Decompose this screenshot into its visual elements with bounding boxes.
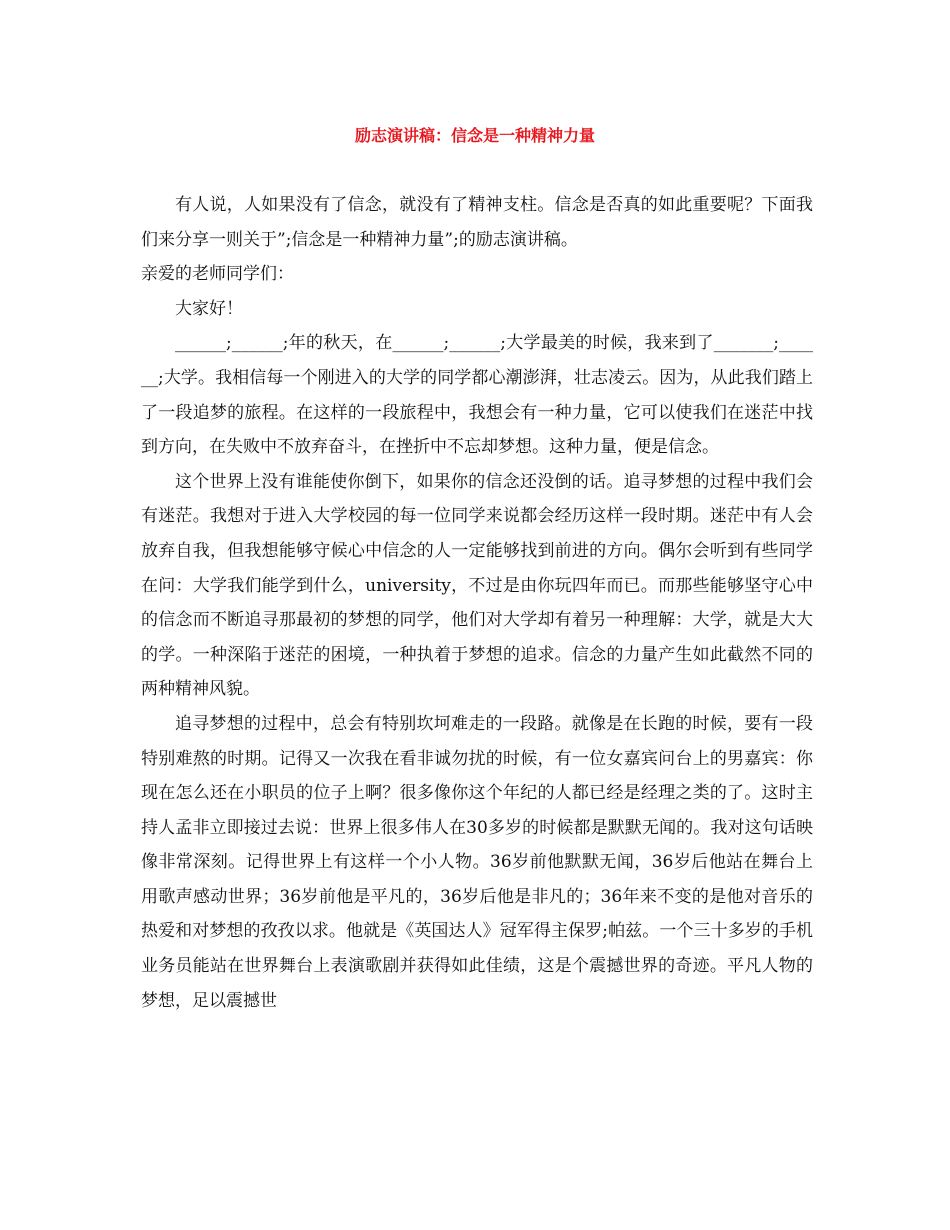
document-title: 励志演讲稿：信念是一种精神力量	[354, 126, 595, 145]
paragraph-body-2: 这个世界上没有谁能使你倒下，如果你的信念还没倒的话。追寻梦想的过程中我们会有迷茫。我想对于进入大学校园的每一位同学来说都会经历这样一段时期。迷茫中有人会放弃自我，但我想能够守候心中信念的人一定能够找到前进的方向。偶尔会听到有些同学在问：大学我们能学到什么，university，不过是由你玩四年而已。而那些能够坚守心中的信念而不断追寻那最初的梦想的同学，他们对大学却有着另一种理解：大学，就是大大的学。一种深陷于迷茫的困境，一种执着于梦想的追求。信念的力量产生如此截然不同的两种精神风貌。	[141, 471, 813, 700]
paragraph-intro: 有人说，人如果没有了信念，就没有了精神支柱。信念是否真的如此重要呢？下面我们来分享一则关于”;信念是一种精神力量”;的励志演讲稿。	[141, 195, 813, 250]
document-body	[141, 188, 813, 1018]
paragraph-body-3: 追寻梦想的过程中，总会有特别坎坷难走的一段路。就像是在长跑的时候，要有一段特别难熬的时期。记得又一次我在看非诚勿扰的时候，有一位女嘉宾问台上的男嘉宾：你现在怎么还在小职员的位子上啊？很多像你这个年纪的人都已经是经理之类的了。这时主持人孟非立即接过去说：世界上很多伟人在30多岁的时候都是默默无闻的。我对这句话映像非常深刻。记得世界上有这样一个小人物。36岁前他默默无闻，36岁后他站在舞台上用歌声感动世界；36岁前他是平凡的，36岁后他是非凡的；36年来不变的是他对音乐的热爱和对梦想的孜孜以求。他就是《英国达人》冠军得主保罗;帕兹。一个三十多岁的手机业务员能站在世界舞台上表演歌剧并获得如此佳绩，这是个震撼世界的奇迹。平凡人物的梦想，足以震撼世	[141, 713, 813, 1011]
paragraph-greeting: 大家好！	[175, 298, 243, 319]
paragraph-body-1: ______;______;年的秋天，在______;______;大学最美的时候，我来到了_______;______;大学。我相信每一个刚进入的大学的同学都心潮澎湃，壮志凌云。因为，从此我们踏上了一段追梦的旅程。在这样的一段旅程中，我想会有一种力量，它可以使我们在迷茫中找到方向，在失败中不放弃奋斗，在挫折中不忘却梦想。这种力量，便是信念。	[141, 333, 813, 458]
paragraph-salutation: 亲爱的老师同学们：	[141, 264, 294, 285]
